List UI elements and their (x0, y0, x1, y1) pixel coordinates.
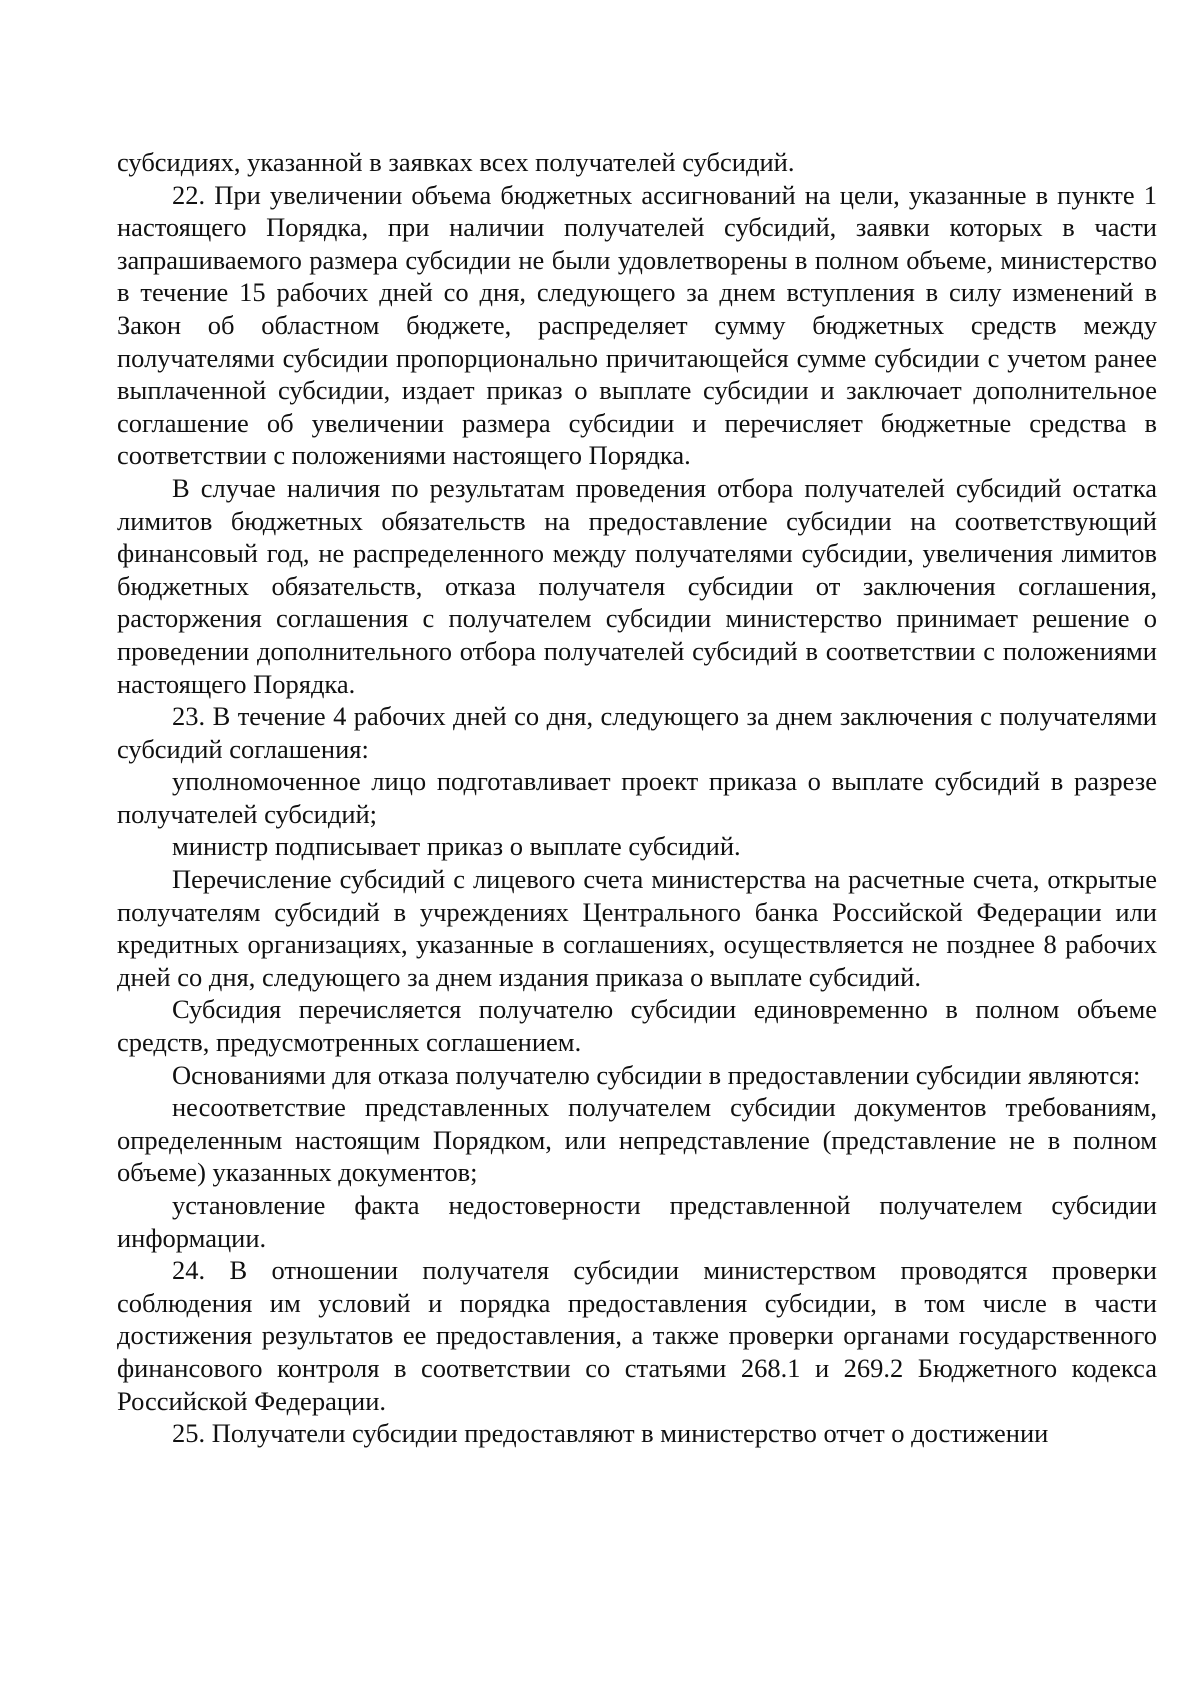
paragraph-noncompliance: несоответствие представленных получателем субсидии документов требованиям, определенным настоящим Порядком, или непредставление (представление не в полном объеме) указанных документов; (117, 1092, 1157, 1188)
paragraph-clause-22: 22. При увеличении объема бюджетных ассигнований на цели, указанные в пункте 1 настоящего Порядка, при наличии получателей субсидий, заявки которых в части запрашиваемого размера субсидии не были удовлетворены в полном объеме, министерство в течение 15 рабочих дней со дня, следующего за днем вступления в силу изменений в Закон об областном бюджете, распределяет сумму бюджетных средств между получателями субсидии пропорционально причитающейся сумме субсидии с учетом ранее выплаченной субсидии, издает приказ о выплате субсидии и заключает дополнительное соглашение об увеличении размера субсидии и перечисляет бюджетные средства в соответствии с положениями настоящего Порядка. (117, 179, 1157, 471)
paragraph-minister-signs: министр подписывает приказ о выплате субсидий. (172, 831, 741, 862)
paragraph-continuation: субсидиях, указанной в заявках всех получателей субсидий. (117, 147, 795, 177)
paragraph-inaccuracy: установление факта недостоверности представленной получателем субсидии информации. (117, 1190, 1157, 1253)
paragraph-transfer: Перечисление субсидий с лицевого счета министерства на расчетные счета, открытые получателям субсидий в учреждениях Центрального банка Российской Федерации или кредитных организациях, указанные в соглашениях, осуществляется не позднее 8 рабочих дней со дня, следующего за днем издания приказа о выплате субсидий. (117, 864, 1157, 992)
paragraph-lump-sum: Субсидия перечисляется получателю субсидии единовременно в полном объеме средств, предусмотренных соглашением. (117, 994, 1157, 1058)
document-body (117, 146, 1157, 1450)
paragraph-refusal-grounds: Основаниями для отказа получателю субсидии в предоставлении субсидии являются: (172, 1059, 1141, 1090)
paragraph-clause-25: 25. Получатели субсидии предоставляют в министерство отчет о достижении (172, 1418, 1049, 1449)
paragraph-authorized-person: уполномоченное лицо подготавливает проект приказа о выплате субсидий в разрезе получателей субсидий; (117, 766, 1157, 829)
paragraph-clause-23: 23. В течение 4 рабочих дней со дня, следующего за днем заключения с получателями субсидий соглашения: (117, 701, 1157, 764)
paragraph-clause-24: 24. В отношении получателя субсидии министерством проводятся проверки соблюдения им условий и порядка предоставления субсидии, в том числе в части достижения результатов ее предоставления, а также проверки органами государственного финансового контроля в соответствии со статьями 268.1 и 269.2 Бюджетного кодекса Российской Федерации. (117, 1255, 1157, 1416)
paragraph-additional-selection: В случае наличия по результатам проведения отбора получателей субсидий остатка лимитов бюджетных обязательств на предоставление субсидии на соответствующий финансовый год, не распределенного между получателями субсидии, увеличения лимитов бюджетных обязательств, отказа получателя субсидии от заключения соглашения, расторжения соглашения с получателем субсидии министерство принимает решение о проведении дополнительного отбора получателей субсидий в соответствии с положениями настоящего Порядка. (117, 472, 1157, 699)
